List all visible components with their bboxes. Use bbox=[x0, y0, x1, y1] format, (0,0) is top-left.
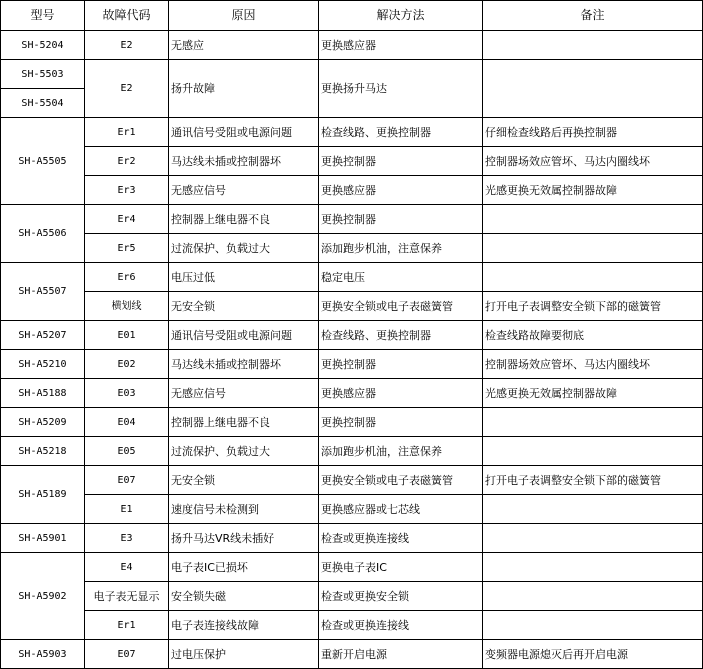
cause-cell: 电子表连接线故障 bbox=[169, 611, 319, 640]
cause-cell: 马达线未插或控制器坏 bbox=[169, 147, 319, 176]
note-cell bbox=[483, 437, 703, 466]
solution-cell: 更换控制器 bbox=[319, 147, 483, 176]
model-cell: SH-A5209 bbox=[1, 408, 85, 437]
cause-cell: 无感应信号 bbox=[169, 379, 319, 408]
model-cell: SH-A5903 bbox=[1, 640, 85, 669]
solution-cell: 更换扬升马达 bbox=[319, 60, 483, 118]
header-row bbox=[1, 1, 703, 31]
header-solution: 解决方法 bbox=[319, 1, 483, 31]
header-model: 型号 bbox=[1, 1, 85, 31]
note-cell bbox=[483, 263, 703, 292]
cause-cell: 无感应 bbox=[169, 31, 319, 60]
code-cell: E03 bbox=[85, 379, 169, 408]
note-cell: 控制器场效应管坏、马达内圈线坏 bbox=[483, 350, 703, 379]
note-cell: 控制器场效应管坏、马达内圈线坏 bbox=[483, 147, 703, 176]
model-cell: SH-A5188 bbox=[1, 379, 85, 408]
model-cell: SH-A5189 bbox=[1, 466, 85, 524]
note-cell bbox=[483, 524, 703, 553]
solution-cell: 检查或更换连接线 bbox=[319, 611, 483, 640]
code-cell: E02 bbox=[85, 350, 169, 379]
solution-cell: 更换电子表IC bbox=[319, 553, 483, 582]
table-row bbox=[1, 524, 703, 553]
code-cell: Er1 bbox=[85, 118, 169, 147]
cause-cell: 控制器上继电器不良 bbox=[169, 408, 319, 437]
code-cell: E1 bbox=[85, 495, 169, 524]
note-cell bbox=[483, 31, 703, 60]
cause-cell: 电压过低 bbox=[169, 263, 319, 292]
solution-cell: 更换控制器 bbox=[319, 350, 483, 379]
note-cell: 光感更换无效属控制器故障 bbox=[483, 379, 703, 408]
cause-cell: 扬升马达VR线未插好 bbox=[169, 524, 319, 553]
code-cell: E04 bbox=[85, 408, 169, 437]
solution-cell: 更换感应器 bbox=[319, 379, 483, 408]
code-cell: E2 bbox=[85, 60, 169, 118]
solution-cell: 更换感应器 bbox=[319, 31, 483, 60]
note-cell bbox=[483, 234, 703, 263]
model-cell: SH-A5902 bbox=[1, 553, 85, 640]
solution-cell: 更换安全锁或电子表磁簧管 bbox=[319, 292, 483, 321]
model-cell: SH-5504 bbox=[1, 89, 85, 118]
note-cell bbox=[483, 582, 703, 611]
header-code: 故障代码 bbox=[85, 1, 169, 31]
solution-cell: 更换控制器 bbox=[319, 408, 483, 437]
code-cell: E4 bbox=[85, 553, 169, 582]
solution-cell: 检查线路、更换控制器 bbox=[319, 321, 483, 350]
cause-cell: 马达线未插或控制器坏 bbox=[169, 350, 319, 379]
note-cell: 检查线路故障要彻底 bbox=[483, 321, 703, 350]
cause-cell: 电子表IC已损坏 bbox=[169, 553, 319, 582]
solution-cell: 更换感应器或七芯线 bbox=[319, 495, 483, 524]
table-row bbox=[1, 495, 703, 524]
code-cell: E07 bbox=[85, 640, 169, 669]
note-cell bbox=[483, 495, 703, 524]
code-cell: Er5 bbox=[85, 234, 169, 263]
note-cell: 打开电子表调整安全锁下部的磁簧管 bbox=[483, 466, 703, 495]
cause-cell: 过电压保护 bbox=[169, 640, 319, 669]
model-cell: SH-A5901 bbox=[1, 524, 85, 553]
cause-cell: 安全锁失磁 bbox=[169, 582, 319, 611]
solution-cell: 更换安全锁或电子表磁簧管 bbox=[319, 466, 483, 495]
code-cell: E3 bbox=[85, 524, 169, 553]
table-row bbox=[1, 466, 703, 495]
table-row bbox=[1, 408, 703, 437]
code-cell: 电子表无显示 bbox=[85, 582, 169, 611]
solution-cell: 检查线路、更换控制器 bbox=[319, 118, 483, 147]
cause-cell: 过流保护、负载过大 bbox=[169, 437, 319, 466]
solution-cell: 更换感应器 bbox=[319, 176, 483, 205]
solution-cell: 检查或更换安全锁 bbox=[319, 582, 483, 611]
model-cell: SH-A5218 bbox=[1, 437, 85, 466]
cause-cell: 速度信号未检测到 bbox=[169, 495, 319, 524]
table-row bbox=[1, 379, 703, 408]
table-row bbox=[1, 640, 703, 669]
code-cell: Er2 bbox=[85, 147, 169, 176]
code-cell: Er4 bbox=[85, 205, 169, 234]
table-row bbox=[1, 350, 703, 379]
model-cell: SH-A5506 bbox=[1, 205, 85, 263]
cause-cell: 无感应信号 bbox=[169, 176, 319, 205]
cause-cell: 控制器上继电器不良 bbox=[169, 205, 319, 234]
table-row bbox=[1, 205, 703, 234]
note-cell bbox=[483, 553, 703, 582]
table-row bbox=[1, 292, 703, 321]
code-cell: E2 bbox=[85, 31, 169, 60]
model-cell: SH-A5210 bbox=[1, 350, 85, 379]
cause-cell: 扬升故障 bbox=[169, 60, 319, 118]
table-row bbox=[1, 553, 703, 582]
cause-cell: 通讯信号受阻或电源问题 bbox=[169, 118, 319, 147]
note-cell bbox=[483, 611, 703, 640]
cause-cell: 通讯信号受阻或电源问题 bbox=[169, 321, 319, 350]
model-cell: SH-A5507 bbox=[1, 263, 85, 321]
table-row bbox=[1, 321, 703, 350]
note-cell bbox=[483, 408, 703, 437]
note-cell: 仔细检查线路后再换控制器 bbox=[483, 118, 703, 147]
table-row bbox=[1, 263, 703, 292]
code-cell: E01 bbox=[85, 321, 169, 350]
table-row bbox=[1, 60, 703, 89]
note-cell: 光感更换无效属控制器故障 bbox=[483, 176, 703, 205]
cause-cell: 无安全锁 bbox=[169, 466, 319, 495]
table-row bbox=[1, 437, 703, 466]
code-cell: Er6 bbox=[85, 263, 169, 292]
header-cause: 原因 bbox=[169, 1, 319, 31]
code-cell: E07 bbox=[85, 466, 169, 495]
code-cell: 横划线 bbox=[85, 292, 169, 321]
code-cell: Er1 bbox=[85, 611, 169, 640]
model-cell: SH-A5505 bbox=[1, 118, 85, 205]
table-row bbox=[1, 234, 703, 263]
solution-cell: 重新开启电源 bbox=[319, 640, 483, 669]
table-row bbox=[1, 147, 703, 176]
model-cell: SH-A5207 bbox=[1, 321, 85, 350]
cause-cell: 无安全锁 bbox=[169, 292, 319, 321]
code-cell: Er3 bbox=[85, 176, 169, 205]
solution-cell: 更换控制器 bbox=[319, 205, 483, 234]
model-cell: SH-5204 bbox=[1, 31, 85, 60]
model-cell: SH-5503 bbox=[1, 60, 85, 89]
note-cell: 变频器电源熄灭后再开启电源 bbox=[483, 640, 703, 669]
header-note: 备注 bbox=[483, 1, 703, 31]
table-row bbox=[1, 611, 703, 640]
table-row bbox=[1, 118, 703, 147]
solution-cell: 稳定电压 bbox=[319, 263, 483, 292]
note-cell bbox=[483, 205, 703, 234]
solution-cell: 添加跑步机油，注意保养 bbox=[319, 437, 483, 466]
note-cell: 打开电子表调整安全锁下部的磁簧管 bbox=[483, 292, 703, 321]
note-cell bbox=[483, 60, 703, 118]
solution-cell: 添加跑步机油，注意保养 bbox=[319, 234, 483, 263]
table-row bbox=[1, 582, 703, 611]
table-row bbox=[1, 176, 703, 205]
solution-cell: 检查或更换连接线 bbox=[319, 524, 483, 553]
code-cell: E05 bbox=[85, 437, 169, 466]
cause-cell: 过流保护、负载过大 bbox=[169, 234, 319, 263]
table-row bbox=[1, 31, 703, 60]
